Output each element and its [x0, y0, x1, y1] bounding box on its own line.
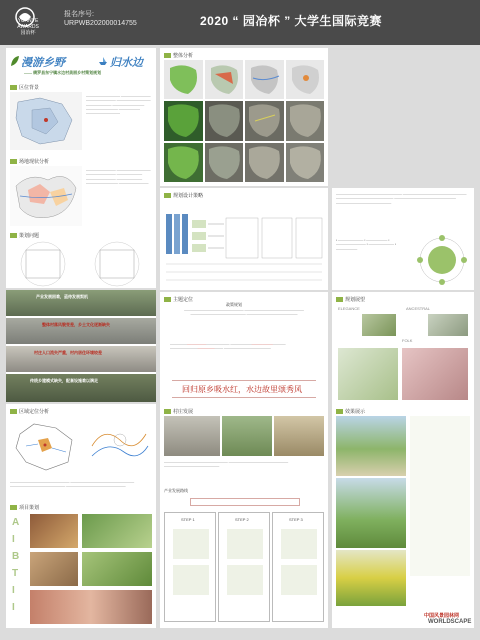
leaf-icon — [10, 55, 20, 67]
section-overall-analysis: 整体分析 — [164, 52, 193, 59]
policy-title: 政策规划 — [226, 302, 242, 307]
page-header — [0, 0, 480, 45]
plan-photo-1 — [30, 514, 78, 548]
heading-folk: FOLK — [402, 338, 413, 343]
banner-industry: 产业发展困难，亟待发展契机 — [36, 294, 88, 299]
location-map — [10, 92, 82, 150]
project-subtitle: —— 绩罗县东宁镇水边村美丽乡村策划规划 — [24, 70, 102, 75]
mid-panel-analysis — [160, 48, 328, 186]
policy-text: ──────────────────────────── ──────────────────────────── ────────────────────────── ──────────────────────── — [184, 308, 304, 317]
mid-panel-village — [160, 346, 328, 402]
heading-elegance: ELEGANCE — [338, 306, 360, 311]
banner-population: 村庄人口流失严重，村内居住环境较差 — [34, 350, 102, 355]
theme-slogan: 回归原乡吸水红，水边故里颂秀风 — [172, 380, 316, 398]
location-text: ──────────────── ────────────── ────────────── ──────────────── ──────────── ─────────────── ─────────────── ────────── ──────────────── — [86, 94, 151, 116]
reg-number: URPWB202000014755 — [64, 20, 137, 27]
footer-brand: 中国风景园林网 WORLDSCAPE — [424, 613, 472, 625]
outlook-circle-diagram — [412, 232, 472, 288]
logo-text: YUANYE AWARDS 园冶杯 — [17, 18, 39, 36]
section-site-analysis: 场地现状分析 — [10, 158, 49, 165]
section-planning-issues: 策划问题 — [10, 232, 39, 239]
step-3: STEP 3 — [272, 512, 324, 622]
banner-village: 整体村落风貌变差，乡土文化逐渐缺失 — [42, 322, 110, 327]
boat-icon — [98, 56, 108, 66]
effect-photo-river — [336, 478, 406, 548]
page-title: 2020 “ 园冶杯 ” 大学生国际竞赛 — [200, 14, 383, 28]
strategy-diagram — [164, 200, 324, 288]
site-map — [10, 166, 82, 226]
mid-panel-development — [160, 404, 328, 628]
section-location: 区位背景 — [10, 84, 39, 91]
regional-text: ──────────────────────────── ────────────────────────────── ────────────────────────── ──────────────────────────── — [10, 480, 135, 489]
banner-facility: 传统乡建模式缺失，配套设施难以满足 — [30, 378, 98, 383]
section-village-development: 村庄发展 — [164, 408, 193, 415]
section-regional: 区域定位分析 — [10, 408, 49, 415]
effect-photo-rapeseed — [336, 550, 406, 606]
plan-photo-2 — [82, 514, 152, 548]
analysis-map-grid — [164, 60, 324, 182]
dev-photo-1 — [164, 416, 220, 456]
section-planning-outlook: 规划展望 — [336, 296, 365, 303]
plan-photo-3 — [30, 552, 78, 586]
dev-text: ────────────────────────────── ──────────────────────────── ────────────────────────── — [164, 460, 289, 469]
plan-letters: A I B T I I — [12, 517, 20, 613]
section-theme: 主题定位 — [164, 296, 193, 303]
dev-photo-3 — [274, 416, 324, 456]
step-2: STEP 2 — [218, 512, 270, 622]
left-panel-photos — [6, 290, 156, 402]
issue-diagram-right — [86, 240, 148, 288]
regional-chart — [84, 416, 154, 476]
section-effects: 效果展示 — [336, 408, 365, 415]
regional-map — [10, 416, 80, 476]
right-panel-top-text — [332, 48, 474, 186]
planning-photo-3 — [338, 348, 398, 400]
industry-route-title: 产业发展路线 — [164, 488, 188, 493]
planning-photo-2 — [428, 314, 468, 336]
route-note — [190, 498, 300, 506]
theme-text: ──────────────────────────── ────────────────────────── ───────────────────────── ────────────────────── — [170, 342, 286, 351]
site-text: ────────────── ──────────────── ────────────── ──────────── ────────────── ──────────── ─────────────── ────────────── — [86, 168, 151, 185]
step-row — [164, 512, 324, 622]
registration-info — [64, 10, 137, 28]
plan-photo-5 — [30, 590, 152, 624]
reg-label: 报名序号: — [64, 11, 94, 18]
planning-photo-1 — [362, 314, 396, 336]
effect-diagram — [410, 416, 470, 576]
planning-photo-4 — [402, 348, 468, 400]
effect-photo-road — [336, 416, 406, 476]
section-project-plan: 项目策划 — [10, 504, 39, 511]
right-panel-outlook — [332, 188, 474, 290]
plan-photo-4 — [82, 552, 152, 586]
step-1: STEP 1 — [164, 512, 216, 622]
mid-panel-strategy — [160, 188, 328, 290]
outlook-list: ▪ ──────────── ▪ ────────── ▪ ────────────── ▪ ──────────── ▪ ────────── — [336, 238, 396, 251]
dev-photo-2 — [222, 416, 272, 456]
right-panel-effects — [332, 404, 474, 628]
left-panel-top — [6, 48, 156, 288]
left-panel-bottom — [6, 404, 156, 628]
heading-ancestral: ANCESTRAL — [406, 306, 431, 311]
outlook-text: ─────────────────────────────── ────────────────────────────── ─────────────────────────── ───────────────────────────── ────────────────────────── — [336, 192, 467, 205]
section-strategy: 规划设计策略 — [164, 192, 203, 199]
right-panel-planning — [332, 292, 474, 404]
issue-diagram-left — [12, 240, 74, 288]
project-title: 漫游乡野 归水边 —— 绩罗县东宁镇水边村美丽乡村策划规划 — [10, 52, 152, 78]
